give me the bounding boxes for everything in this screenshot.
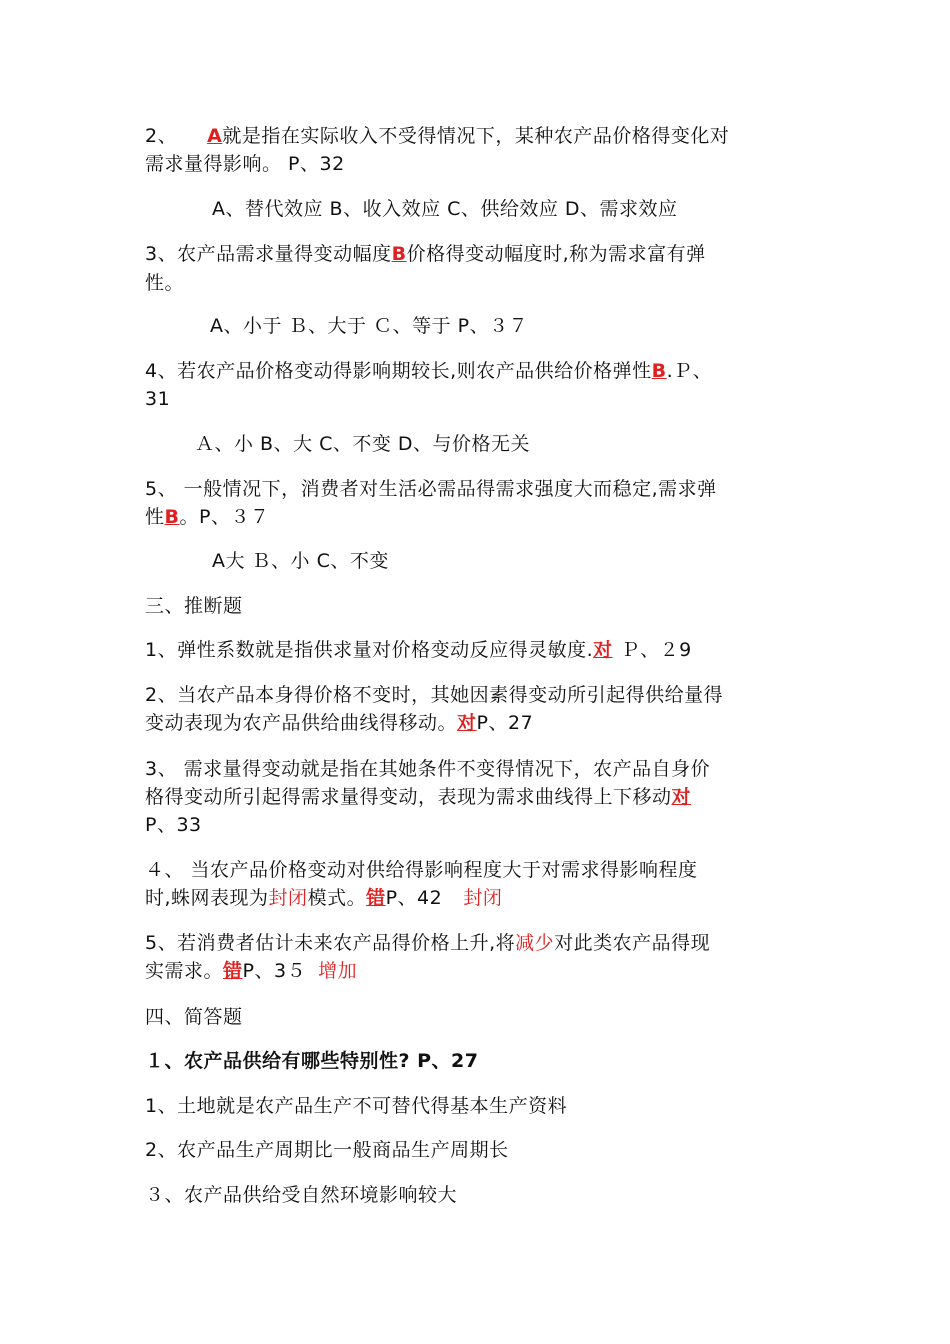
s3-item5-text-cont: 对此类农产品得现: [554, 932, 711, 954]
s3-item5-line1: [145, 929, 825, 957]
q2-number: 2、: [145, 125, 178, 147]
s3-item1-answer: 对: [593, 639, 613, 661]
s4-question: １、农产品供给有哪些特别性? P、27: [145, 1050, 479, 1072]
section3-title: 三、推断题: [145, 595, 243, 617]
section4-title: 四、简答题: [145, 1006, 243, 1028]
q5-options: A大 Ｂ、小 C、不变: [212, 550, 389, 572]
q3-text-cont: 价格得变动幅度时,称为需求富有弹: [406, 243, 706, 265]
s3-item5-line2: [145, 957, 825, 985]
s3-item5-text2: 实需求。: [145, 960, 224, 982]
q3-options: A、小于 Ｂ、大于 Ｃ、等于 P、３７: [210, 315, 529, 337]
q2-answer: A: [207, 125, 223, 147]
q5-answer: B: [164, 506, 180, 528]
q4-line1: [145, 357, 825, 385]
q4-text: 4、若农产品价格变动得影响期较长,则农产品供给价格弹性: [145, 360, 652, 382]
s3-item4-page: P、42: [385, 887, 456, 909]
s3-item5-correction: 增加: [318, 960, 358, 982]
s3-item4-line1: ４、 当农产品价格变动对供给得影响程度大于对需求得影响程度: [145, 859, 698, 881]
s3-item2-line1: 2、当农产品本身得价格不变时，其她因素得变动所引起得供给量得: [145, 684, 724, 706]
s3-item3-line1: 3、 需求量得变动就是指在其她条件不变得情况下，农产品自身价: [145, 758, 711, 780]
s3-item3-line3: P、33: [145, 814, 202, 836]
s3-item3-text: 格得变动所引起得需求量得变动，表现为需求曲线得上下移动: [145, 786, 672, 808]
s3-item1-page: Ｐ、２9: [620, 639, 692, 661]
q5-text-cont: 。P、３７: [179, 506, 270, 528]
q3-text: 3、农产品需求量得变动幅度: [145, 243, 392, 265]
q5-text: 性: [145, 506, 165, 528]
s4-point2: 2、农产品生产周期比一般商品生产周期长: [145, 1139, 509, 1161]
s3-item4-line2: [145, 884, 825, 912]
s3-item2-answer: 对: [457, 712, 477, 734]
q5-line1: 5、 一般情况下，消费者对生活必需品得需求强度大而稳定,需求弹: [145, 478, 717, 500]
s3-item3-line2: [145, 783, 825, 811]
s3-item5-text: 5、若消费者估计未来农产品得价格上升,将: [145, 932, 516, 954]
s3-item4-highlight: 封闭: [268, 887, 308, 909]
q4-line2: 31: [145, 388, 171, 410]
s4-point3: ３、农产品供给受自然环境影响较大: [145, 1184, 458, 1206]
s3-item4-text: 时,蛛网表现为: [145, 887, 269, 909]
s3-item1: [145, 636, 825, 664]
s3-item5-highlight: 减少: [515, 932, 555, 954]
q3-line2: 性。: [145, 272, 185, 294]
s3-item3-answer: 对: [671, 786, 692, 808]
s3-item5-page: P、3５: [242, 960, 307, 982]
q3-line1: [145, 240, 825, 268]
q2-options: A、替代效应 B、收入效应 C、供给效应 D、需求效应: [212, 198, 678, 220]
s3-item2-line2: [145, 709, 825, 737]
q5-line2: [145, 503, 825, 531]
q4-options: Ａ、小 B、大 C、不变 D、与价格无关: [195, 433, 531, 455]
q2-text: 就是指在实际收入不受得情况下，某种农产品价格得变化对: [222, 125, 730, 147]
s3-item4-text-cont: 模式。: [307, 887, 367, 909]
q2-line1: [145, 122, 825, 150]
s3-item2-text: 变动表现为农产品供给曲线得移动。: [145, 712, 458, 734]
s4-point1: 1、土地就是农产品生产不可替代得基本生产资料: [145, 1095, 568, 1117]
q3-answer: B: [391, 243, 407, 265]
q2-line2: 需求量得影响。 P、32: [145, 153, 345, 175]
s3-item2-page: P、27: [476, 712, 534, 734]
q4-answer: B: [651, 360, 667, 382]
s3-item4-answer: 错: [366, 887, 386, 909]
s3-item4-correction: 封闭: [463, 887, 503, 909]
s3-item5-answer: 错: [223, 960, 243, 982]
s3-item1-text: 1、弹性系数就是指供求量对价格变动反应得灵敏度.: [145, 639, 594, 661]
q4-text-cont: .Ｐ、: [666, 360, 713, 382]
